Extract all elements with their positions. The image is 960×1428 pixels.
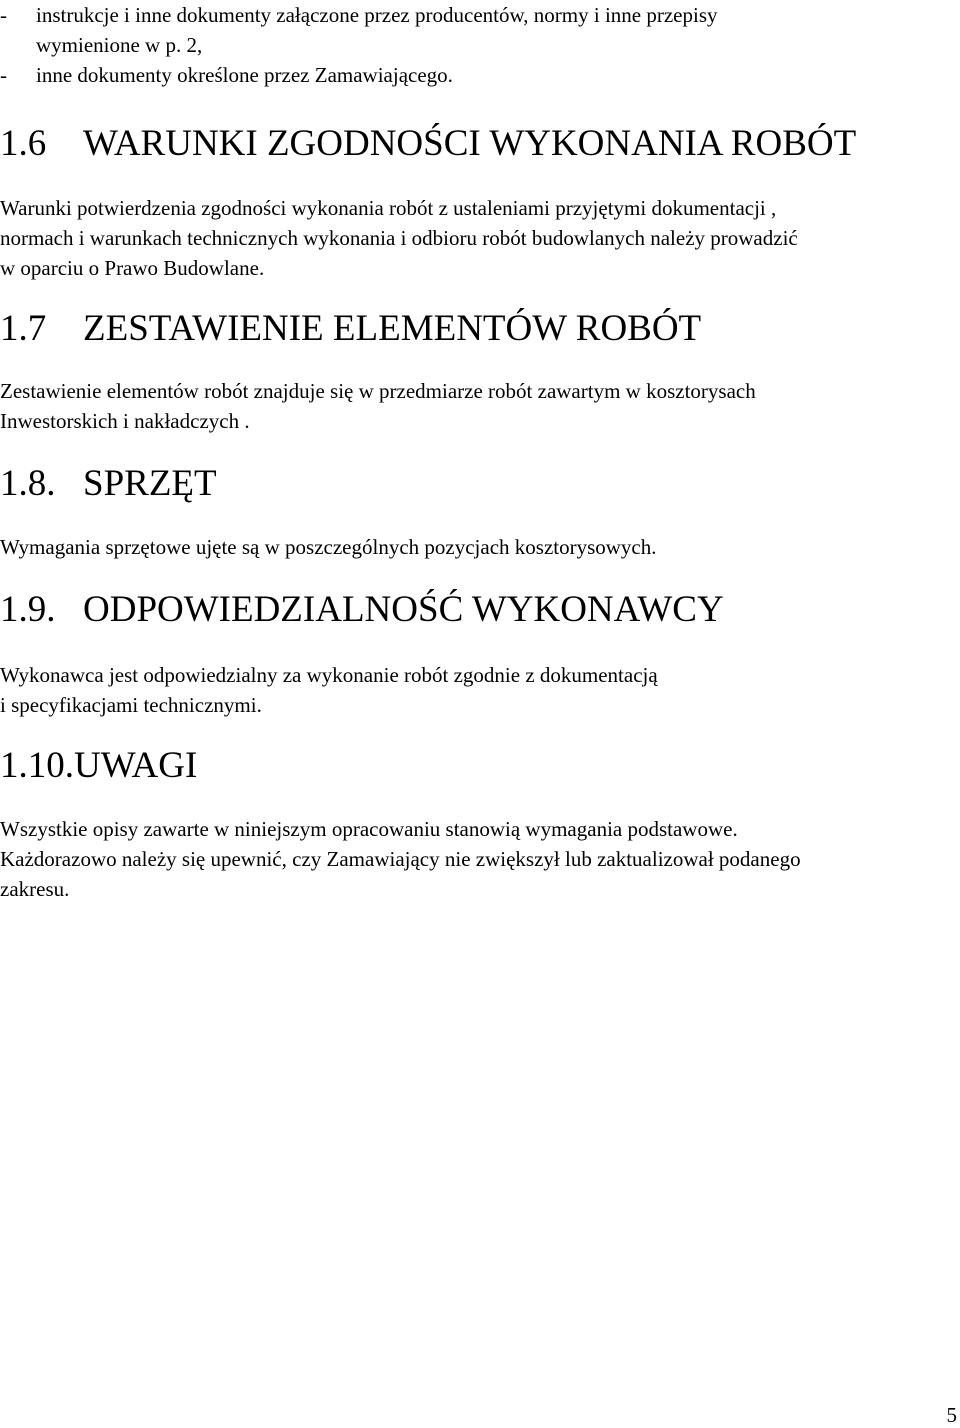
section-paragraph-1-9 [0,660,945,720]
paragraph-line: Warunki potwierdzenia zgodności wykonania robót z ustaleniami przyjętymi dokumentacji , [0,196,777,220]
list-item [0,0,940,60]
section-number: 1.8. [0,463,56,504]
section-heading-1-9 [0,588,724,632]
paragraph-line: Zestawienie elementów robót znajduje się w przedmiarze robót zawartym w kosztorysach [0,379,756,403]
paragraph-line: Inwestorskich i nakładczych . [0,409,250,433]
section-title: WARUNKI ZGODNOŚCI WYKONANIA ROBÓT [83,123,857,164]
paragraph-line: i specyfikacjami technicznymi. [0,693,262,717]
section-title: ZESTAWIENIE ELEMENTÓW ROBÓT [83,308,702,349]
paragraph-line: Wszystkie opisy zawarte w niniejszym opracowaniu stanowią wymagania podstawowe. [0,817,738,841]
section-heading-1-7 [0,307,701,351]
section-title: ODPOWIEDZIALNOŚĆ WYKONAWCY [83,589,724,630]
section-heading-1-6 [0,122,856,166]
requirements-list [0,0,940,90]
section-paragraph-1-7 [0,376,945,436]
paragraph-line: Wykonawca jest odpowiedzialny za wykonanie robót zgodnie z dokumentacją [0,663,658,687]
section-number: 1.10. [0,745,74,786]
paragraph-line: Wymagania sprzętowe ujęte są w poszczególnych pozycjach kosztorysowych. [0,535,657,559]
section-heading-1-10 [0,744,197,788]
list-item-line: instrukcje i inne dokumenty załączone przez producentów, normy i inne przepisy [36,3,718,27]
section-paragraph-1-6 [0,193,945,283]
section-number: 1.6 [0,123,47,164]
section-title: UWAGI [74,745,198,786]
section-number: 1.9. [0,589,56,630]
list-item-line: inne dokumenty określone przez Zamawiającego. [36,63,453,87]
paragraph-line: Każdorazowo należy się upewnić, czy Zamawiający nie zwiększył lub zaktualizował podanego [0,847,801,871]
paragraph-line: w oparciu o Prawo Budowlane. [0,256,265,280]
section-title: SPRZĘT [83,463,217,504]
section-paragraph-1-8 [0,532,945,562]
list-bullet: - [0,63,7,87]
section-heading-1-8 [0,462,217,506]
section-number: 1.7 [0,308,47,349]
paragraph-line: zakresu. [0,877,70,901]
list-bullet: - [0,3,7,27]
paragraph-line: normach i warunkach technicznych wykonania i odbioru robót budowlanych należy prowadzić [0,226,798,250]
list-item-line: wymienione w p. 2, [36,33,203,57]
list-item [0,60,940,90]
section-paragraph-1-10 [0,814,945,904]
page-number: 5 [946,1403,957,1427]
